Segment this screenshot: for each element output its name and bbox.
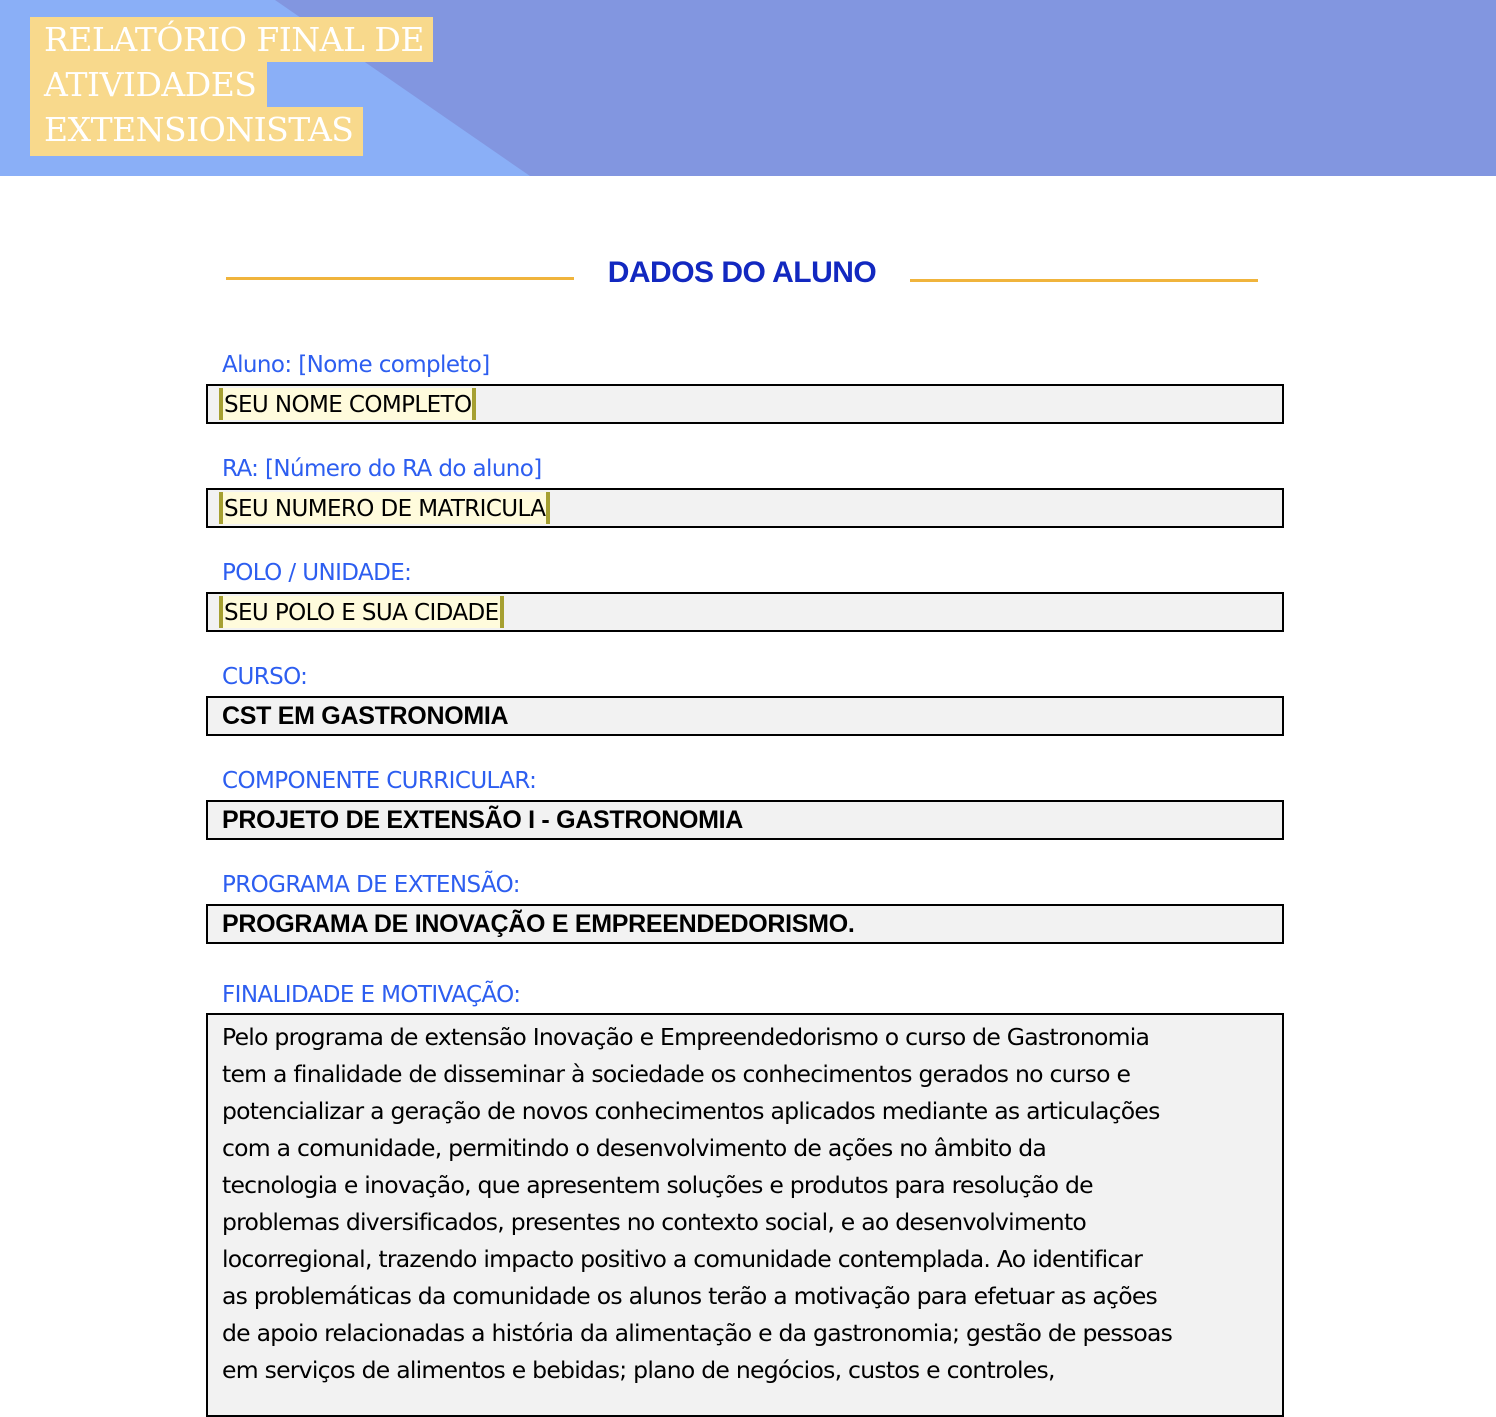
finalidade-text-area[interactable] — [206, 1013, 1284, 1417]
value-componente: PROJETO DE EXTENSÃO I - GASTRONOMIA — [222, 806, 744, 834]
field-label-aluno: Aluno: [Nome completo] — [222, 352, 490, 378]
paragraph-line: as problemáticas da comunidade os alunos terão a motivação para efetuar as ações — [222, 1282, 1158, 1310]
paragraph-line: tem a finalidade de disseminar à sociedade os conhecimentos gerados no curso e — [222, 1060, 1131, 1088]
paragraph-line: de apoio relacionadas a história da alimentação e da gastronomia; gestão de pessoas — [222, 1319, 1173, 1347]
heading-rule-right — [910, 279, 1258, 282]
heading-rule-left — [226, 277, 574, 280]
field-aluno[interactable] — [206, 384, 1284, 424]
field-curso[interactable] — [206, 696, 1284, 736]
field-label-programa: PROGRAMA DE EXTENSÃO: — [222, 872, 520, 898]
field-polo[interactable] — [206, 592, 1284, 632]
field-label-polo: POLO / UNIDADE: — [222, 560, 412, 586]
field-label-curso: CURSO: — [222, 664, 308, 690]
report-title-line-3: EXTENSIONISTAS — [30, 107, 363, 156]
paragraph-line: locorregional, trazendo impacto positivo a comunidade contemplada. Ao identificar — [222, 1245, 1143, 1273]
report-title-line-1: RELATÓRIO FINAL DE — [30, 17, 433, 62]
section-heading — [0, 252, 1496, 302]
paragraph-line: Pelo programa de extensão Inovação e Empreendedorismo o curso de Gastronomia — [222, 1023, 1150, 1051]
paragraph-line: potencializar a geração de novos conhecimentos aplicados mediante as articulações — [222, 1097, 1160, 1125]
field-ra[interactable] — [206, 488, 1284, 528]
field-programa[interactable] — [206, 904, 1284, 944]
field-label-componente: COMPONENTE CURRICULAR: — [222, 768, 537, 794]
paragraph-line: em serviços de alimentos e bebidas; plano de negócios, custos e controles, — [222, 1356, 1055, 1384]
section-title: DADOS DO ALUNO — [607, 256, 877, 289]
paragraph-line: problemas diversificados, presentes no contexto social, e ao desenvolvimento — [222, 1208, 1087, 1236]
report-title-line-2: ATIVIDADES — [30, 62, 267, 107]
placeholder-ra[interactable]: SEU NUMERO DE MATRICULA — [219, 492, 550, 524]
finalidade-paragraph — [222, 1019, 1278, 1389]
field-label-ra: RA: [Número do RA do aluno] — [222, 456, 542, 482]
paragraph-line: com a comunidade, permitindo o desenvolvimento de ações no âmbito da — [222, 1134, 1047, 1162]
header-banner — [0, 0, 1496, 176]
report-title — [30, 17, 433, 156]
placeholder-aluno[interactable]: SEU NOME COMPLETO — [219, 388, 476, 420]
field-label-finalidade: FINALIDADE E MOTIVAÇÃO: — [222, 982, 521, 1008]
paragraph-line: tecnologia e inovação, que apresentem soluções e produtos para resolução de — [222, 1171, 1093, 1199]
value-curso: CST EM GASTRONOMIA — [222, 702, 509, 730]
value-programa: PROGRAMA DE INOVAÇÃO E EMPREENDEDORISMO. — [222, 910, 855, 938]
field-componente[interactable] — [206, 800, 1284, 840]
placeholder-polo[interactable]: SEU POLO E SUA CIDADE — [219, 596, 504, 628]
